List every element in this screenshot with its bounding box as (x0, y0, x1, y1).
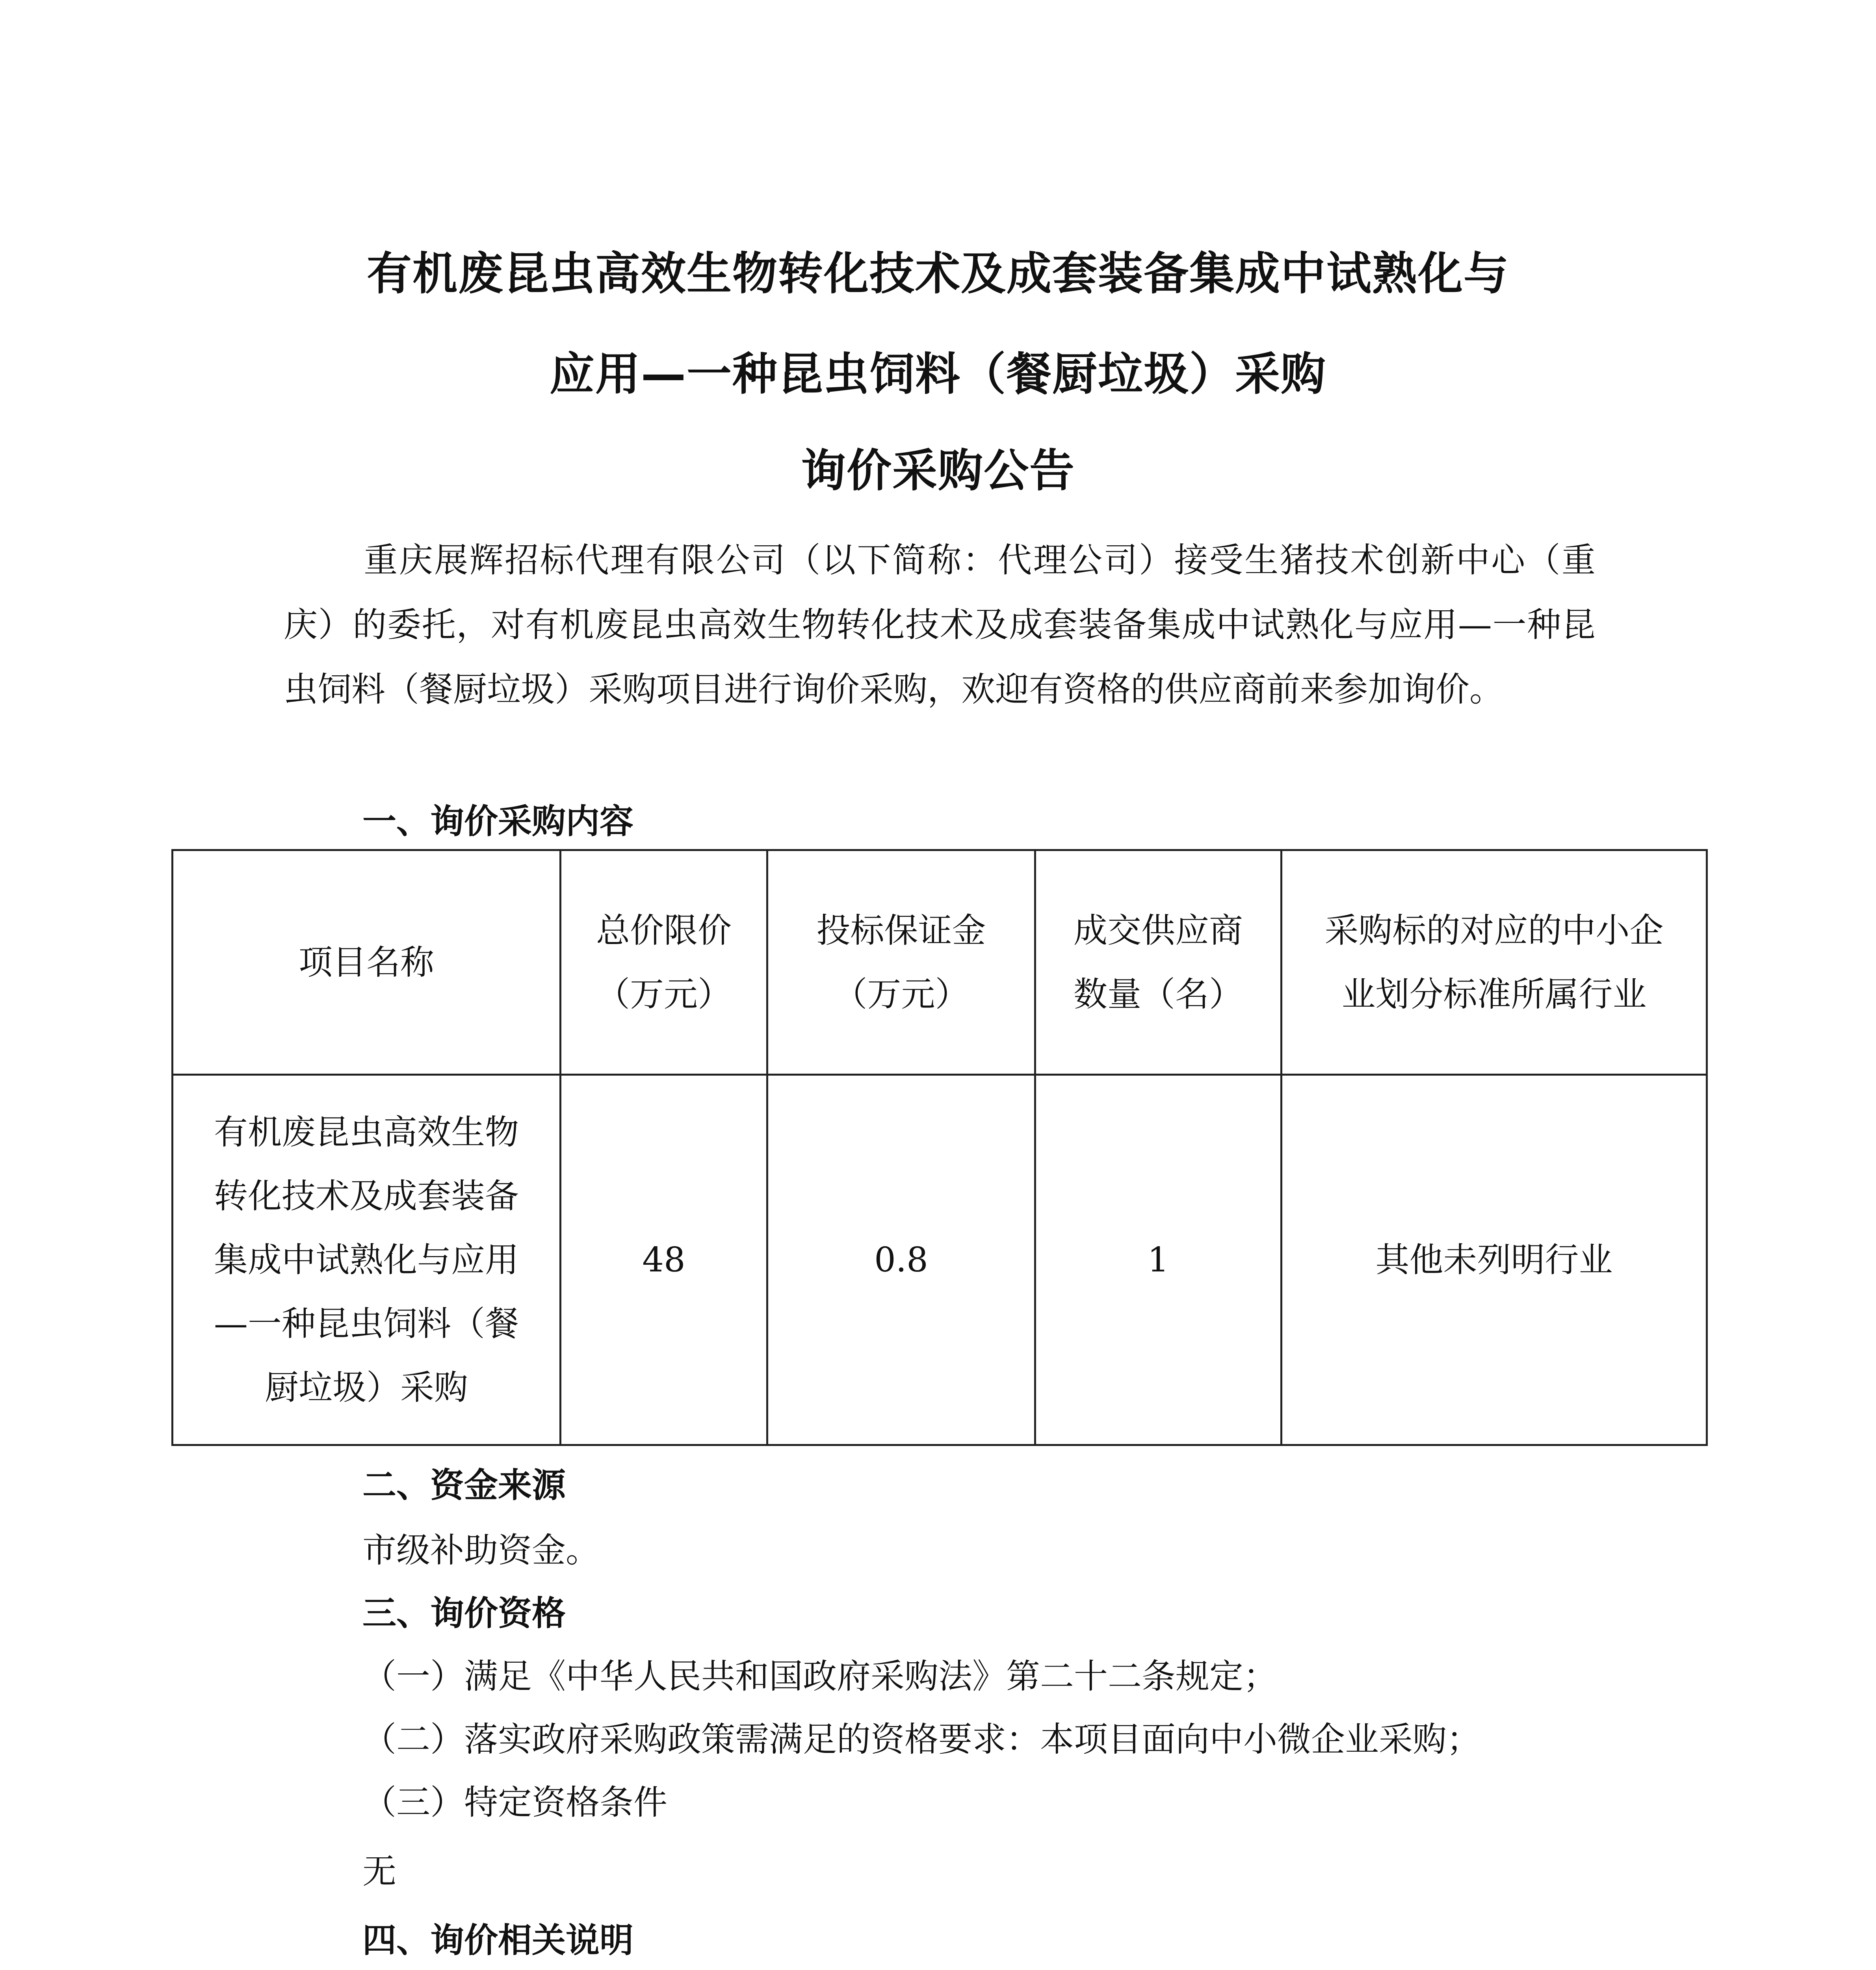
header-industry: 采购标的对应的中小企 业划分标准所属行业 (1282, 850, 1707, 1075)
header-deposit: 投标保证金 （万元） (767, 850, 1035, 1075)
section2-heading: 二、资金来源 (362, 1466, 566, 1505)
table-row (173, 1075, 1707, 1445)
title-line-2: 应用—一种昆虫饲料（餐厨垃圾）采购 (549, 348, 1326, 400)
section4-heading: 四、询价相关说明 (362, 1921, 633, 1960)
cell-price-limit: 48 (561, 1075, 767, 1445)
qualification-item-3: （三）特定资格条件 (362, 1783, 667, 1822)
funding-source-text: 市级补助资金。 (362, 1531, 600, 1570)
table-header-row (173, 850, 1707, 1075)
intro-paragraph (284, 528, 1596, 722)
qualification-item-2: （二）落实政府采购政策需满足的资格要求：本项目面向中小微企业采购； (362, 1720, 1480, 1759)
section3-heading: 三、询价资格 (362, 1594, 566, 1633)
cell-project-name: 有机废昆虫高效生物 转化技术及成套装备 集成中试熟化与应用 —一种昆虫饲料（餐 厨垃圾）采购 (173, 1075, 561, 1445)
special-qualification-none: 无 (362, 1852, 396, 1891)
procurement-table (171, 849, 1708, 1446)
section1-heading: 一、询价采购内容 (362, 802, 633, 841)
qualification-item-1: （一）满足《中华人民共和国政府采购法》第二十二条规定； (362, 1657, 1277, 1696)
header-project-name: 项目名称 (173, 850, 561, 1075)
title-line-1: 有机废昆虫高效生物转化技术及成套装备集成中试熟化与 (366, 247, 1509, 300)
title-line-3: 询价采购公告 (801, 444, 1075, 497)
header-supplier-count: 成交供应商 数量（名） (1035, 850, 1282, 1075)
cell-industry: 其他未列明行业 (1282, 1075, 1707, 1445)
cell-deposit: 0.8 (767, 1075, 1035, 1445)
intro-text: 重庆展辉招标代理有限公司（以下简称：代理公司）接受生猪技术创新中心（重庆）的委托，对有机废昆虫高效生物转化技术及成套装备集成中试熟化与应用—一种昆虫饲料（餐厨垃圾）采购项目进行询价采购，欢迎有资格的供应商前来参加询价。 (284, 541, 1596, 709)
cell-supplier-count: 1 (1035, 1075, 1282, 1445)
header-price-limit: 总价限价 （万元） (561, 850, 767, 1075)
